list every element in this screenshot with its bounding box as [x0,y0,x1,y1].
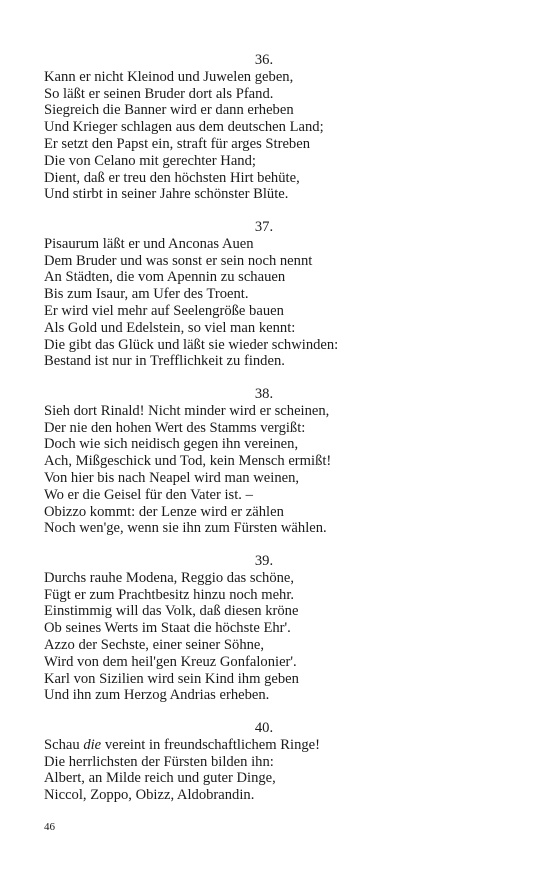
verse-line: Er wird viel mehr auf Seelengröße bauen [44,302,284,319]
verse-line: Er setzt den Papst ein, straft für arges Streben [44,135,310,152]
verse-line: Von hier bis nach Neapel wird man weinen, [44,469,300,486]
stanza-36 [44,52,484,203]
verse-line: An Städten, die vom Apennin zu schauen [44,269,286,286]
verse-line: Als Gold und Edelstein, so viel man kennt: [44,319,296,336]
stanza-37 [44,219,484,370]
verse-line: Bis zum Isaur, am Ufer des Troent. [44,286,249,303]
verse-line: Niccol, Zoppo, Obizz, Aldobrandin. [44,787,255,804]
verse-line: Kann er nicht Kleinod und Juwelen geben, [44,68,294,85]
verse-line: Sieh dort Rinald! Nicht minder wird er scheinen, [44,402,330,419]
verse-line: Einstimmig will das Volk, daß diesen kröne [44,603,299,620]
verse-line: Bestand ist nur in Trefflichkeit zu finden. [44,353,285,370]
stanza-number: 37. [254,219,274,235]
verse-line: Wo er die Geisel für den Vater ist. – [44,486,253,503]
verse-line: Und ihn zum Herzog Andrias erheben. [44,687,270,704]
verse-line: Pisaurum läßt er und Anconas Auen [44,235,254,252]
verse-line: Karl von Sizilien wird sein Kind ihm geben [44,670,299,687]
verse-line: Albert, an Milde reich und guter Dinge, [44,770,276,787]
verse-line: Wird von dem heil'gen Kreuz Gonfalonier'. [44,653,297,670]
verse-line: Noch wen'ge, wenn sie ihn zum Fürsten wählen. [44,520,327,537]
stanza-number: 39. [254,553,274,569]
stanza-38 [44,386,484,537]
verse-line: Azzo der Sechste, einer seiner Söhne, [44,636,265,653]
verse-line: Der nie den hohen Wert des Stamms vergißt: [44,419,306,436]
stanza-number: 38. [254,386,274,402]
verse-line: Doch wie sich neidisch gegen ihn vereinen, [44,436,299,453]
verse-line: Siegreich die Banner wird er dann erheben [44,102,294,119]
verse-line: Dient, daß er treu den höchsten Hirt behüte, [44,169,300,186]
verse-line: Ach, Mißgeschick und Tod, kein Mensch ermißt! [44,453,332,470]
verse-line: Die gibt das Glück und läßt sie wieder schwinden: [44,336,339,353]
emphasized-word: die [83,736,102,753]
stanza-39 [44,553,484,704]
verse-line: Die von Celano mit gerechter Hand; [44,152,256,169]
verse-line: Und stirbt in seiner Jahre schönster Blüte. [44,186,289,203]
verse-text: vereint in freundschaftlichem Ringe! [101,736,320,753]
verse-line: Ob seines Werts im Staat die höchste Ehr'. [44,620,291,637]
verse-line: Obizzo kommt: der Lenze wird er zählen [44,503,284,520]
verse-line: Fügt er zum Prachtbesitz hinzu noch mehr. [44,586,295,603]
verse-line: Dem Bruder und was sonst er sein noch nennt [44,252,313,269]
verse-line: Durchs rauhe Modena, Reggio das schöne, [44,569,295,586]
stanza-number: 36. [254,52,274,68]
stanza-number: 40. [254,720,274,736]
verse-text: Schau [44,736,84,753]
page-number: 46 [44,821,55,833]
stanza-40 [44,720,484,804]
verse-line: Und Krieger schlagen aus dem deutschen Land; [44,119,324,136]
verse-line: So läßt er seinen Bruder dort als Pfand. [44,85,274,102]
verse-line: Die herrlichsten der Fürsten bilden ihn: [44,753,274,770]
verse-line-with-emphasis [44,737,484,754]
